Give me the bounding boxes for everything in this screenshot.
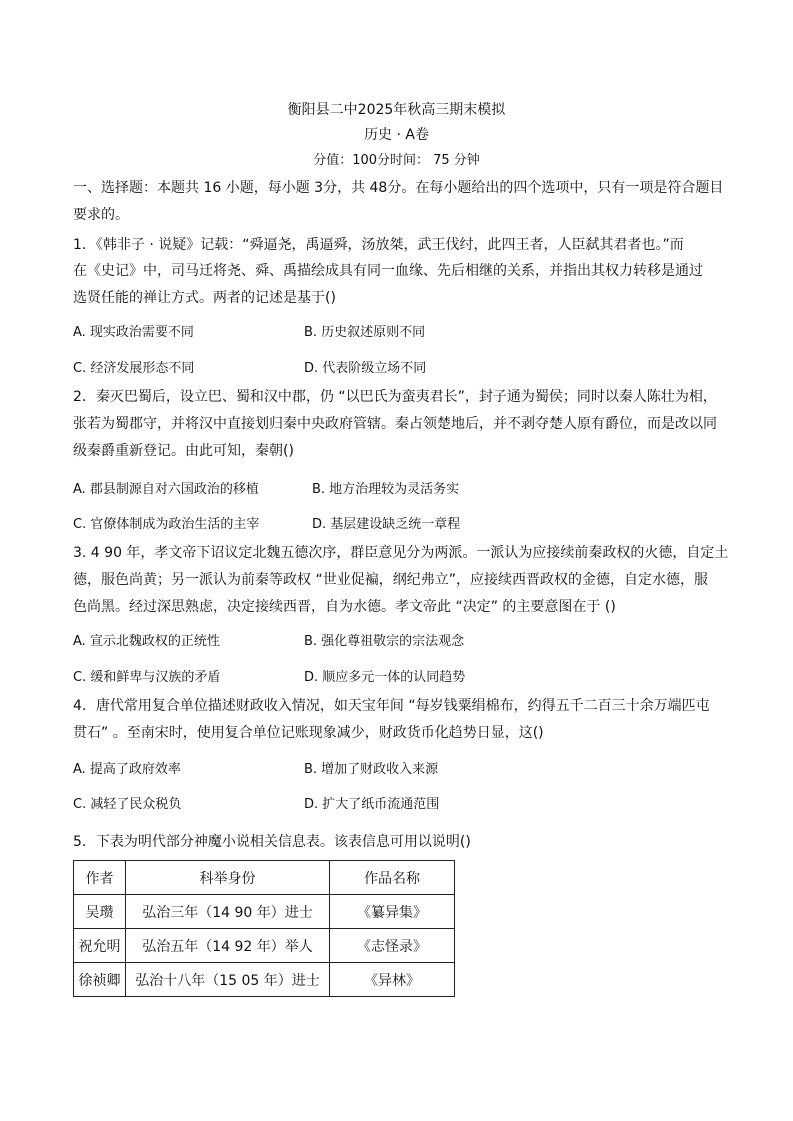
table-cell: 弘治十八年（15 05 年）进士 bbox=[126, 963, 330, 997]
table-cell: 弘治三年（14 90 年）进士 bbox=[126, 895, 330, 929]
question-3-option-a[interactable]: A. 宣示北魏政权的正统性 bbox=[73, 634, 220, 649]
table-header-row bbox=[74, 861, 455, 895]
score-time-line: 分值：100分时间： 75 分钟 bbox=[313, 153, 480, 168]
question-1-option-a[interactable]: A. 现实政治需要不同 bbox=[73, 325, 194, 340]
question-4-option-a[interactable]: A. 提高了政府效率 bbox=[73, 762, 181, 777]
table-row bbox=[74, 963, 455, 997]
question-2-option-d[interactable]: D. 基层建设缺乏统一章程 bbox=[312, 517, 461, 532]
question-2-text: 级秦爵重新登记。由此可知，秦朝() bbox=[73, 443, 294, 459]
section-heading-line-2: 要求的。 bbox=[73, 207, 129, 223]
table-header-cell: 科举身份 bbox=[126, 861, 330, 895]
question-4-text: 4．唐代常用复合单位描述财政收入情况，如天宝年间 “每岁钱粟绢棉布，约得五千二百三十余万端匹屯 bbox=[73, 698, 710, 714]
question-5-text: 5．下表为明代部分神魔小说相关信息表。该表信息可用以说明() bbox=[73, 834, 471, 850]
question-1-option-d[interactable]: D. 代表阶级立场不同 bbox=[304, 361, 427, 376]
table-row bbox=[74, 929, 455, 963]
question-1-text: 在《史记》中，司马迁将尧、舜、禹描绘成具有同一血缘、先后相继的关系，并指出其权力转移是通过 bbox=[73, 263, 703, 279]
question-3-text: 3. 4 90 年，孝文帝下诏议定北魏五德次序，群臣意见分为两派。一派认为应接续前秦政权的火德，自定土 bbox=[73, 545, 729, 561]
question-3-option-c[interactable]: C. 缓和鲜卑与汉族的矛盾 bbox=[73, 670, 221, 685]
table-cell: 徐祯卿 bbox=[74, 963, 126, 997]
table-row bbox=[74, 895, 455, 929]
question-4-option-d[interactable]: D. 扩大了纸币流通范围 bbox=[304, 797, 440, 812]
question-1-text: 选贤任能的禅让方式。两者的记述是基于() bbox=[73, 290, 336, 306]
question-1-option-c[interactable]: C. 经济发展形态不同 bbox=[73, 361, 195, 376]
question-1-text: 1．《韩非子 · 说疑》记载：“舜逼尧，禹逼舜，汤放桀，武王伐纣，此四王者，人臣弑其君者也。”而 bbox=[73, 237, 684, 253]
info-table bbox=[73, 860, 455, 997]
table-cell: 《志怪录》 bbox=[330, 929, 455, 963]
question-2-text: 张若为蜀郡守，并将汉中直接划归秦中央政府管辖。秦占领楚地后，并不剥夺楚人原有爵位，而是改以同 bbox=[73, 416, 717, 432]
table-cell: 祝允明 bbox=[74, 929, 126, 963]
question-2-option-a[interactable]: A. 郡县制源自对六国政治的移植 bbox=[73, 482, 259, 497]
question-1-option-b[interactable]: B. 历史叙述原则不同 bbox=[304, 325, 426, 340]
table-cell: 《纂异集》 bbox=[330, 895, 455, 929]
question-4-text: 贯石” 。至南宋时，使用复合单位记账现象减少，财政货币化趋势日显，这() bbox=[73, 725, 544, 741]
question-4-option-b[interactable]: B. 增加了财政收入来源 bbox=[304, 762, 439, 777]
exam-subject: 历史 · A卷 bbox=[364, 127, 429, 143]
exam-title: 衡阳县二中2025年秋高三期末模拟 bbox=[287, 102, 506, 118]
question-3-text: 德，服色尚黄；另一派认为前秦等政权 “世业促褊，纲纪弗立”，应接续西晋政权的金德，自定水德，服 bbox=[73, 572, 708, 588]
question-4-option-c[interactable]: C. 减轻了民众税负 bbox=[73, 797, 182, 812]
question-3-text: 色尚黑。经过深思熟虑，决定接续西晋，自为水德。孝文帝此 “决定” 的主要意图在于 () bbox=[73, 599, 616, 615]
question-2-text: 2．秦灭巴蜀后，设立巴、蜀和汉中郡，仍 “以巴氏为蛮夷君长”，封子通为蜀侯；同时以秦人陈壮为相， bbox=[73, 389, 717, 405]
section-heading-line-1: 一、选择题：本题共 16 小题，每小题 3分，共 48分。在每小题给出的四个选项中，只有一项是符合题目 bbox=[73, 180, 724, 196]
question-2-option-b[interactable]: B. 地方治理较为灵活务实 bbox=[312, 482, 460, 497]
table-cell: 《异林》 bbox=[330, 963, 455, 997]
table-header-cell: 作者 bbox=[74, 861, 126, 895]
table-header-cell: 作品名称 bbox=[330, 861, 455, 895]
table-cell: 吴瓒 bbox=[74, 895, 126, 929]
question-2-option-c[interactable]: C. 官僚体制成为政治生活的主宰 bbox=[73, 517, 260, 532]
question-3-option-b[interactable]: B. 强化尊祖敬宗的宗法观念 bbox=[304, 634, 465, 649]
table-cell: 弘治五年（14 92 年）举人 bbox=[126, 929, 330, 963]
question-3-option-d[interactable]: D. 顺应多元一体的认同趋势 bbox=[304, 670, 466, 685]
